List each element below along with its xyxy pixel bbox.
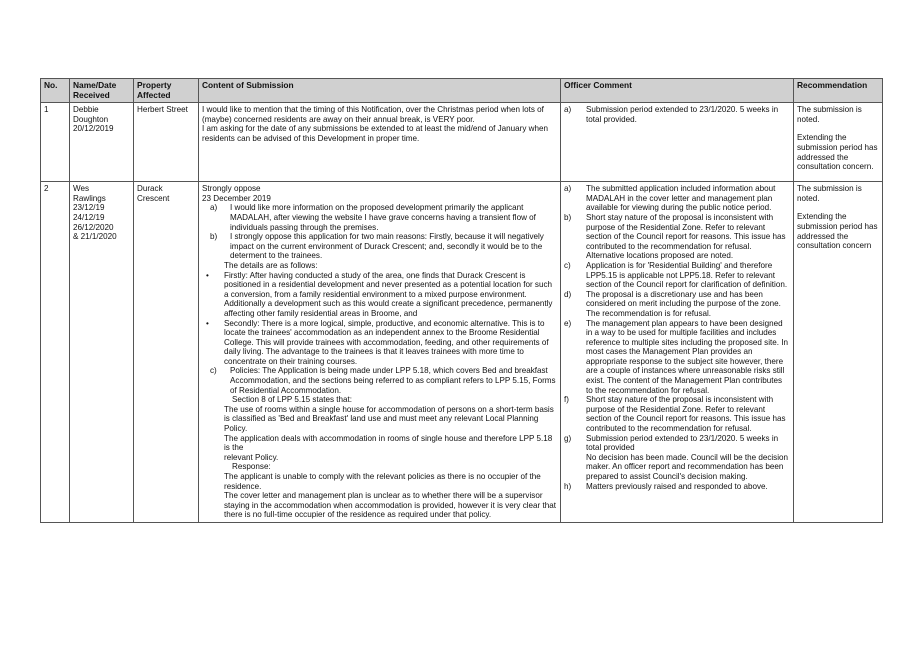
header-name: Name/Date Received: [70, 79, 134, 103]
row1-officer: a) Submission period extended to 23/1/2020. 5 weeks in total provided.: [561, 103, 794, 182]
row2-officer: a) The submitted application included information about MADALAH in the cover letter and management plan available for viewing during the public notice period. b) Short stay nature of the proposal is inconsistent with purpose of the Residential Zone. Refer to relevant section of the Council report for reasons. This issue has contributed to the recommendation for refusal. Alternative locations proposed are noted. c) Application is for 'Residential Building' and therefore LPP5.15 is applicable not LPP5.18. Refer to relevant section of the Council report for clarification of definition. d) The proposal is a discretionary use and has been considered on merit including the purpose of the zone. The recommendation is for refusal. e) The management plan appears to have been designed in a way to be used for multiple facilities and includes reference to multiple sites including the proposed site. In most cases the Management Plan provides an appropriate response to the subject site however, there are a couple of instances where unreasonable risks still exist. The content of the Management Plan contributes to the recommendation for refusal. f) Short stay nature of the proposal is inconsistent with purpose of the Residential Zone. Refer to relevant section of the Council report for reasons. This issue has contributed to the recommendation for refusal. g) Submission period extended to 23/1/2020. 5 weeks in total provided No decision has been made. Council will be the decision maker. An officer report and recommendation has been prepared to assist Council's decision making. h) Matters previously raised and responded to above.: [561, 182, 794, 523]
row1-name: Debbie Doughton 20/12/2019: [70, 103, 134, 182]
row2-no: 2: [41, 182, 70, 523]
table-row: [41, 182, 883, 523]
row2-property: Durack Crescent: [134, 182, 199, 523]
row2-content: Strongly oppose 23 December 2019 a) I would like more information on the proposed development primarily the applicant MADALAH, after viewing the website I have grave concerns having a transient flow of individuals passing through the premises. b) I strongly oppose this application for two main reasons: Firstly, because it will negatively impact on the current environment of Durack Crescent; and, secondly it would be to the determent to the trainees. The details are as follows: • Firstly: After having conducted a study of the area, one finds that Durack Crescent is positioned in a residential development and never presented as a potential location for such a conversion, from a family residential environment to a mixed purpose environment. Additionally a development such as this would create a significant precedence, permanently affecting other family residential areas in Broome, and • Secondly: There is a more logical, simple, productive, and economic alternative. This is to locate the trainees' accommodation as an independent annex to the Broome Residential College. This will provide trainees with accommodation, feeding, and other requirements of daily living. The advantage to the trainees is that it leaves trainees with more time to concentrate on their training courses. c) Policies: The Application is being made under LPP 5.18, which covers Bed and breakfast Accommodation, and the sections being referred to as compliant refers to LPP 5.15, Forms of Residential Accommodation. Section 8 of LPP 5.15 states that: The use of rooms within a single house for accommodation of persons on a short-term basis is classified as 'Bed and Breakfast' land use and must meet any relevant Local Planning Policy. The application deals with accommodation in rooms of single house and therefore LPP 5.18 is the relevant Policy. Response: The applicant is unable to comply with the relevant policies as there is no occupier of the residence. The cover letter and management plan is unclear as to whether there will be a supervisor staying in the accommodation when accommodation is provided, however it is very clear that there is no full-time occupier of the residence as required under that policy.: [199, 182, 561, 523]
bullet-icon: •: [206, 270, 209, 280]
row1-property: Herbert Street: [134, 103, 199, 182]
row1-no: 1: [41, 103, 70, 182]
header-no: No.: [41, 79, 70, 103]
header-property: Property Affected: [134, 79, 199, 103]
header-content: Content of Submission: [199, 79, 561, 103]
row1-content: I would like to mention that the timing of this Notification, over the Christmas period when lots of (maybe) concerned residents are away on their annual break, is VERY poor. I am asking for the date of any submissions be extended to at least the mid/end of January when residents can be advised of this Development in proper time.: [199, 103, 561, 182]
header-officer: Officer Comment: [561, 79, 794, 103]
row2-recommendation: The submission is noted. Extending the submission period has addressed the consultation concern: [794, 182, 883, 523]
header-row: [41, 79, 883, 103]
header-recommendation: Recommendation: [794, 79, 883, 103]
table-row: [41, 103, 883, 182]
bullet-icon: •: [206, 318, 209, 328]
submissions-table: [40, 78, 883, 523]
row1-recommendation: The submission is noted. Extending the submission period has addressed the consultation concern.: [794, 103, 883, 182]
row2-name: Wes Rawlings 23/12/19 24/12/19 26/12/2020 & 21/1/2020: [70, 182, 134, 523]
